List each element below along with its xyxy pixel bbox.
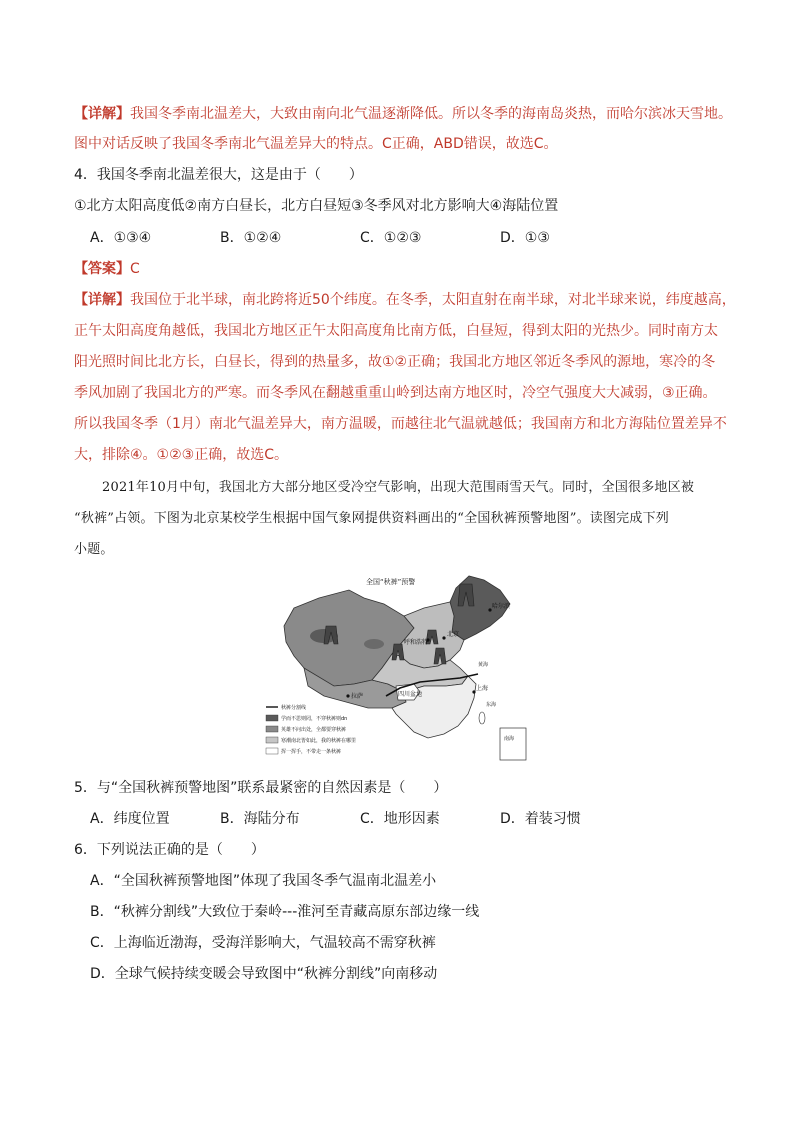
q4-explain-line-1 (74, 290, 736, 310)
explain-tag: 【详解】 (74, 292, 130, 308)
q5-stem: 5．与“全国秋裤预警地图”联系最紧密的自然因素是（ ） (74, 780, 448, 796)
q3-explain-text-1: 我国冬季南北温差大，大致由南向北气温逐渐降低。所以冬季的海南岛炎热，而哈尔滨冰天雪地。 (130, 106, 732, 122)
city-dot-lhasa (346, 694, 349, 697)
map-svg (264, 568, 530, 764)
q4-explain-text-6: 大，排除④。①②③正确，故选C。 (74, 447, 288, 463)
q3-explain-line-1 (74, 104, 732, 124)
label-beijing: 北京 (447, 631, 460, 638)
autumn-pants-warning-map (264, 568, 530, 764)
q4-explain-text-5: 所以我国冬季（1月）南北气温差异大，南方温暖，而越往北气温就越低；我国南方和北方海陆位置差异不 (74, 416, 727, 432)
q5-option-b[interactable]: B．海陆分布 (220, 811, 300, 827)
q5-option-d[interactable]: D．着装习惯 (500, 811, 581, 827)
legend-label-line: 秋裤分割线 (281, 705, 307, 711)
passage-line-1: 2021年10月中旬，我国北方大部分地区受冷空气影响，出现大范围雨雪天气。同时，全国很多地区被 (102, 480, 695, 495)
region-taiwan (479, 712, 485, 724)
legend-swatch-light (266, 737, 278, 743)
map-title: 全国“秋裤”预警 (366, 578, 416, 586)
q6-option-c[interactable]: C．上海临近渤海，受海洋影响大，气温较高不需穿秋裤 (90, 935, 436, 951)
q4-option-d[interactable]: D．①③ (500, 230, 550, 246)
legend-label-white: 挥一挥手，不带走一条秋裤 (281, 749, 342, 755)
q4-explain-text-1: 我国位于北半球，南北跨将近50个纬度。在冬季，太阳直射在南半球，对北半球来说，纬度越高， (130, 292, 736, 308)
label-sichuan-basin: 四川盆地 (398, 691, 423, 698)
label-harbin: 哈尔滨 (492, 603, 511, 610)
q4-answer: C (130, 261, 140, 277)
q4-explain-text-2: 正午太阳高度角越低，我国北方地区正午太阳高度角比南方低，白昼短，得到太阳的光热少。同时南方太 (74, 323, 718, 339)
legend-label-dark: 学而不思则罔，不穿秋裤则dn (281, 716, 348, 722)
legend-label-mid: 英雄不问出处，全都要穿秋裤 (281, 727, 347, 733)
answer-tag: 【答案】 (74, 261, 130, 277)
q3-explain-text-2: 图中对话反映了我国冬季南北气温差异大的特点。C正确，ABD错误，故选C。 (74, 136, 558, 152)
label-shanghai: 上海 (476, 685, 489, 692)
q4-answer-line (74, 259, 140, 279)
q4-statements: ①北方太阳高度低②南方白昼长，北方白昼短③冬季风对北方影响大④海陆位置 (74, 198, 559, 214)
passage-line-2: “秋裤”占领。下图为北京某校学生根据中国气象网提供资料画出的“全国秋裤预警地图”。读图完成下列 (74, 511, 669, 526)
q6-option-b[interactable]: B．“秋裤分割线”大致位于秦岭---淮河至青藏高原东部边缘一线 (90, 904, 480, 920)
label-south-sea: 南海 (504, 736, 515, 742)
south-sea-inset (500, 728, 526, 760)
map-legend (266, 704, 356, 755)
label-yellow-sea: 黄海 (478, 662, 489, 668)
q4-explain-text-4: 季风加剧了我国北方的严寒。而冬季风在翻越重重山岭到达南方地区时，冷空气强度大大减弱，③正确。 (74, 385, 717, 401)
legend-label-light: 寒潮南北皆如此，我的秋裤在哪里 (281, 738, 357, 744)
q5-option-a[interactable]: A．纬度位置 (90, 811, 170, 827)
q4-option-b[interactable]: B．①②④ (220, 230, 282, 246)
q4-option-a[interactable]: A．①③④ (90, 230, 152, 246)
q4-explain-text-3: 阳光照时间比北方长，白昼长，得到的热量多，故①②正确；我国北方地区邻近冬季风的源地，寒冷的冬 (74, 354, 716, 370)
explain-tag: 【详解】 (74, 106, 130, 122)
legend-swatch-white (266, 748, 278, 754)
q6-option-a[interactable]: A．“全国秋裤预警地图”体现了我国冬季气温南北温差小 (90, 873, 437, 889)
label-east-sea: 东海 (486, 702, 497, 708)
label-hohhot: 呼和浩特 (404, 639, 429, 646)
city-dot-beijing (442, 636, 445, 639)
q4-options (90, 228, 550, 248)
q5-options (90, 809, 581, 829)
passage-line-3: 小题。 (74, 542, 114, 557)
q5-option-c[interactable]: C．地形因素 (360, 811, 440, 827)
q6-stem: 6．下列说法正确的是（ ） (74, 842, 265, 858)
legend-swatch-dark (266, 715, 278, 721)
q4-option-c[interactable]: C．①②③ (360, 230, 422, 246)
q6-option-d[interactable]: D．全球气候持续变暖会导致图中“秋裤分割线”向南移动 (90, 966, 438, 982)
q4-stem: 4．我国冬季南北温差很大，这是由于（ ） (74, 167, 363, 183)
region-patch-qaidam (364, 639, 384, 649)
label-lhasa: 拉萨 (351, 693, 364, 700)
legend-swatch-mid (266, 726, 278, 732)
